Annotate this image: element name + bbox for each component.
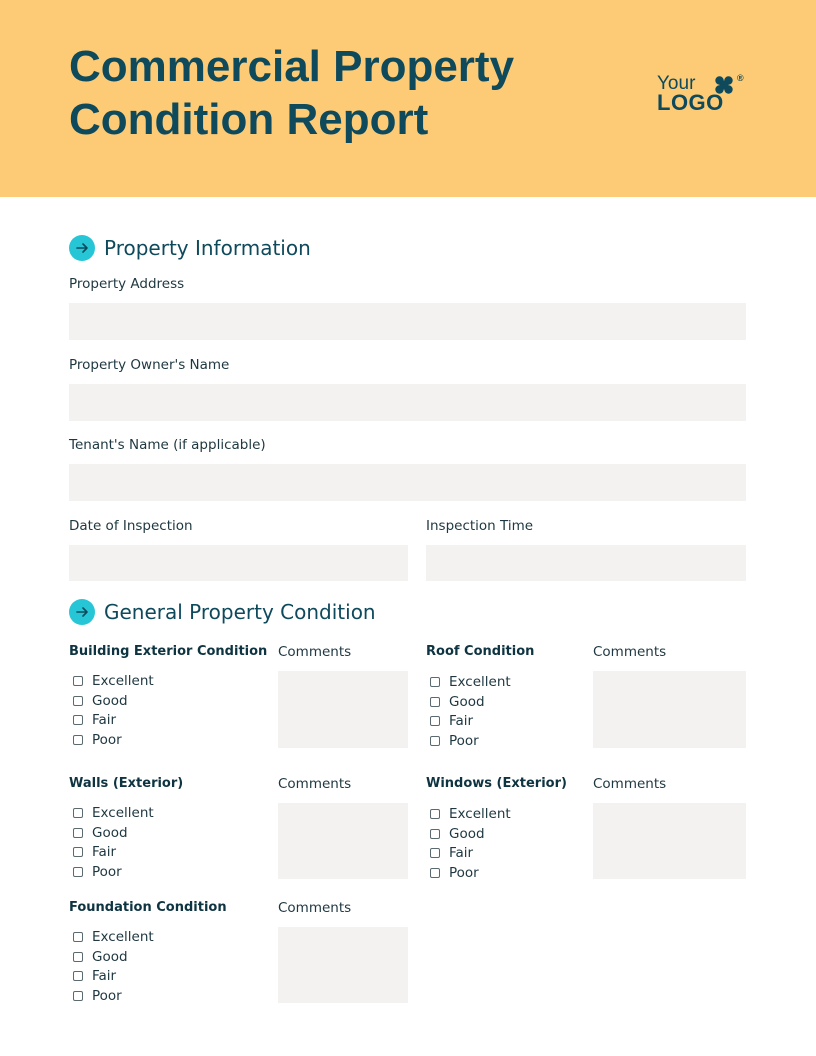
roof-condition-title: Roof Condition — [426, 644, 535, 659]
option-good[interactable] — [69, 823, 154, 843]
checkbox[interactable] — [73, 676, 83, 686]
option-excellent[interactable] — [69, 671, 154, 691]
option-poor[interactable] — [69, 862, 154, 882]
inspection-date-field[interactable] — [69, 545, 408, 581]
windows-exterior-comments-field[interactable] — [593, 803, 746, 879]
option-poor[interactable] — [69, 730, 154, 750]
comments-label: Comments — [278, 644, 352, 660]
walls-exterior-comments-field[interactable] — [278, 803, 408, 879]
roof-comments-field[interactable] — [593, 671, 746, 748]
arrow-right-icon — [69, 235, 95, 261]
option-poor[interactable] — [426, 731, 511, 751]
section-heading-property-information — [69, 235, 311, 261]
checkbox[interactable] — [73, 735, 83, 745]
option-label: Fair — [92, 712, 117, 729]
title-line-2: Condition Report — [69, 95, 429, 144]
option-label: Excellent — [449, 805, 511, 822]
option-fair[interactable] — [69, 710, 154, 730]
page-title — [69, 40, 514, 146]
building-exterior-comments-field[interactable] — [278, 671, 408, 748]
option-good[interactable] — [69, 691, 154, 711]
comments-label: Comments — [593, 776, 667, 792]
walls-exterior-title: Walls (Exterior) — [69, 776, 184, 791]
option-label: Fair — [449, 845, 474, 862]
option-label: Excellent — [92, 804, 154, 821]
option-label: Poor — [92, 731, 122, 748]
option-good[interactable] — [426, 692, 511, 712]
option-label: Fair — [449, 713, 474, 730]
option-label: Good — [449, 693, 485, 710]
checkbox[interactable] — [73, 991, 83, 1001]
option-label: Good — [92, 692, 128, 709]
inspection-date-label: Date of Inspection — [69, 518, 193, 534]
logo-text-bottom: LOGO — [657, 90, 724, 115]
comments-label: Comments — [278, 776, 352, 792]
option-good[interactable] — [69, 947, 154, 967]
option-excellent[interactable] — [69, 927, 154, 947]
title-line-1: Commercial Property — [69, 42, 515, 91]
property-address-field[interactable] — [69, 303, 746, 340]
checkbox[interactable] — [73, 808, 83, 818]
option-label: Poor — [92, 987, 122, 1004]
checkbox[interactable] — [73, 867, 83, 877]
header-banner — [0, 0, 816, 197]
property-address-label: Property Address — [69, 276, 185, 292]
checkbox[interactable] — [430, 716, 440, 726]
checkbox[interactable] — [430, 677, 440, 687]
comments-label: Comments — [593, 644, 667, 660]
checkbox[interactable] — [430, 829, 440, 839]
walls-exterior-options — [69, 803, 154, 882]
checkbox[interactable] — [430, 697, 440, 707]
comments-label: Comments — [278, 900, 352, 916]
option-excellent[interactable] — [69, 803, 154, 823]
inspection-time-field[interactable] — [426, 545, 746, 581]
logo-registered-mark: ® — [737, 73, 744, 83]
option-label: Poor — [92, 863, 122, 880]
option-fair[interactable] — [426, 843, 511, 863]
inspection-time-label: Inspection Time — [426, 518, 534, 534]
building-exterior-condition-title: Building Exterior Condition — [69, 644, 268, 659]
section-title: General Property Condition — [104, 600, 376, 624]
option-poor[interactable] — [69, 986, 154, 1006]
section-heading-general-condition — [69, 599, 376, 625]
company-logo — [657, 73, 749, 115]
foundation-condition-title: Foundation Condition — [69, 900, 227, 915]
tenant-name-field[interactable] — [69, 464, 746, 501]
checkbox[interactable] — [430, 809, 440, 819]
option-excellent[interactable] — [426, 804, 511, 824]
checkbox[interactable] — [73, 715, 83, 725]
option-label: Good — [92, 824, 128, 841]
tenant-name-label: Tenant's Name (if applicable) — [69, 437, 266, 453]
building-exterior-options — [69, 671, 154, 750]
arrow-right-icon — [69, 599, 95, 625]
checkbox[interactable] — [73, 696, 83, 706]
checkbox[interactable] — [73, 828, 83, 838]
section-title: Property Information — [104, 236, 311, 260]
option-poor[interactable] — [426, 863, 511, 883]
logo-text-top: Your — [657, 73, 696, 94]
checkbox[interactable] — [73, 952, 83, 962]
option-label: Good — [92, 948, 128, 965]
option-label: Excellent — [92, 928, 154, 945]
foundation-comments-field[interactable] — [278, 927, 408, 1003]
checkbox[interactable] — [430, 868, 440, 878]
roof-condition-options — [426, 672, 511, 751]
checkbox[interactable] — [430, 848, 440, 858]
option-label: Excellent — [92, 672, 154, 689]
option-good[interactable] — [426, 824, 511, 844]
checkbox[interactable] — [430, 736, 440, 746]
option-fair[interactable] — [69, 966, 154, 986]
checkbox[interactable] — [73, 847, 83, 857]
option-fair[interactable] — [426, 711, 511, 731]
option-label: Good — [449, 825, 485, 842]
option-excellent[interactable] — [426, 672, 511, 692]
option-fair[interactable] — [69, 842, 154, 862]
property-owner-label: Property Owner's Name — [69, 357, 230, 373]
property-owner-field[interactable] — [69, 384, 746, 421]
option-label: Fair — [92, 844, 117, 861]
option-label: Excellent — [449, 673, 511, 690]
checkbox[interactable] — [73, 932, 83, 942]
checkbox[interactable] — [73, 971, 83, 981]
windows-exterior-title: Windows (Exterior) — [426, 776, 567, 791]
option-label: Fair — [92, 968, 117, 985]
option-label: Poor — [449, 732, 479, 749]
windows-exterior-options — [426, 804, 511, 883]
option-label: Poor — [449, 864, 479, 881]
foundation-condition-options — [69, 927, 154, 1006]
